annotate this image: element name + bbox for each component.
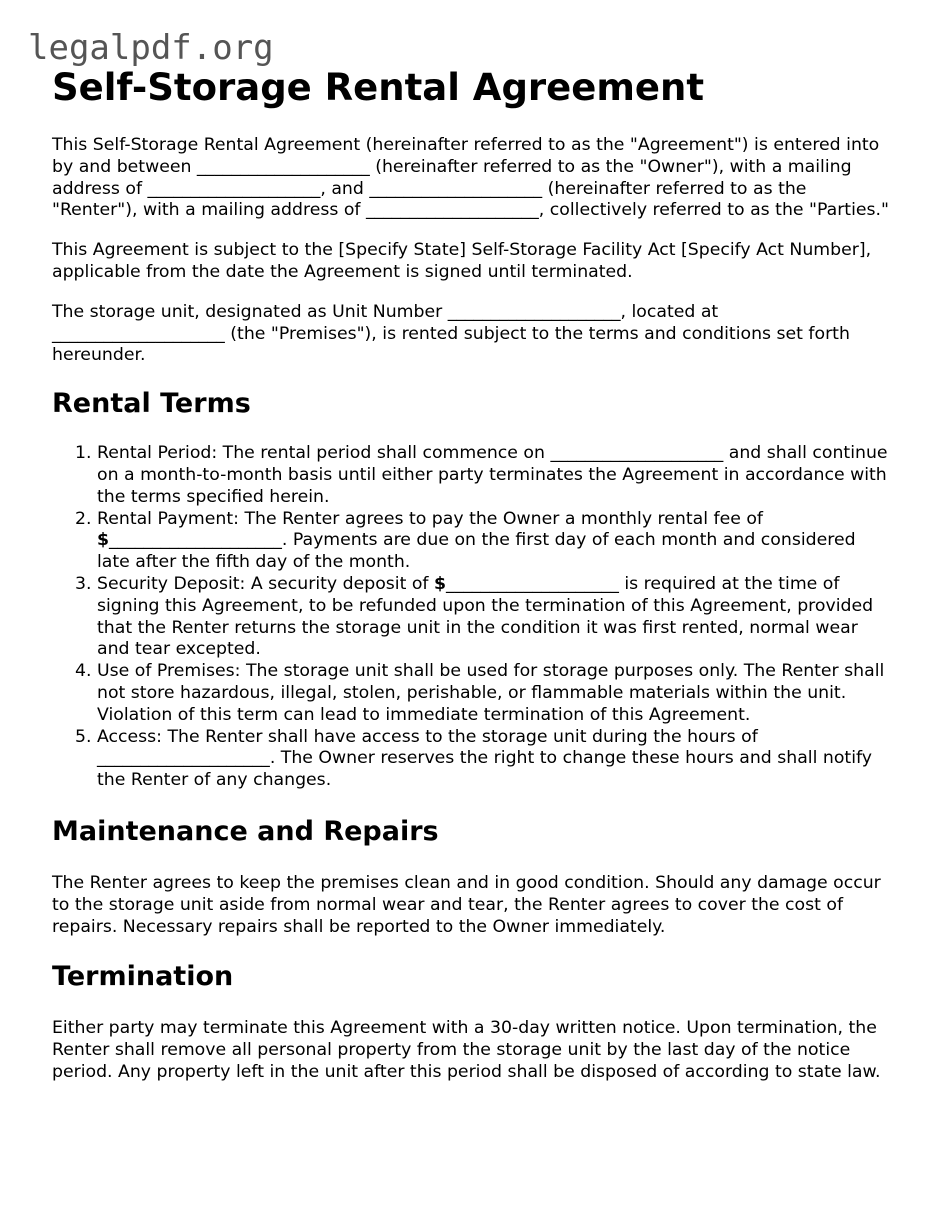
termination-paragraph: Either party may terminate this Agreement with a 30-day written notice. Upon termination, the Renter shall remove all personal property from the storage unit by the last day of the notice period. Any property left in the unit after this period shall be disposed of according to state law.: [52, 1018, 881, 1082]
item-text-continued: ____________________ is required at the time of signing this Agreement, to be refunded upon the termination of this Agreement, provided that the Renter returns the storage unit in the condition it was first rented, normal wear and tear excepted.: [97, 573, 874, 660]
intro-paragraph: This Self-Storage Rental Agreement (hereinafter referred to as the "Agreement") is entered into by and between ____________________ (hereinafter referred to as the "Owner"), with a mailing address of ____________________, and ____________________ (hereinafter referred to as the "Renter"), with a mailing address of ____________________, collectively referred to as the "Parties.": [52, 135, 889, 221]
section-heading-maintenance: Maintenance and Repairs: [52, 815, 439, 847]
section-heading-termination: Termination: [52, 961, 234, 993]
document-title: Self-Storage Rental Agreement: [52, 66, 705, 109]
item-text: Security Deposit: A security deposit of: [97, 573, 435, 594]
dollar-sign: $: [434, 573, 447, 594]
list-item-rental-period: [97, 443, 890, 508]
item-text: Access: The Renter shall have access to the storage unit during the hours of ____________________. The Owner reserves the right to change these hours and shall notify the Renter of any changes.: [97, 726, 873, 791]
document-page: [52, 64, 890, 1084]
list-item-access: [97, 727, 890, 792]
dollar-sign: $: [97, 530, 110, 551]
item-text-continued: ____________________. Payments are due on the first day of each month and considered late after the fifth day of the month.: [97, 530, 856, 573]
item-text: Rental Period: The rental period shall commence on ____________________ and shall continue on a month-to-month basis until either party terminates the Agreement in accordance with the terms specified herein.: [97, 443, 888, 507]
maintenance-paragraph: The Renter agrees to keep the premises clean and in good condition. Should any damage occur to the storage unit aside from normal wear and tear, the Renter agrees to cover the cost of repairs. Necessary repairs shall be reported to the Owner immediately.: [52, 872, 881, 937]
item-text: Rental Payment: The Renter agrees to pay the Owner a monthly rental fee of: [97, 508, 764, 529]
watermark-logo: legalpdf.org: [28, 28, 274, 68]
unit-paragraph: The storage unit, designated as Unit Number ____________________, located at ____________________ (the "Premises"), is rented subject to the terms and conditions set forth hereunder.: [52, 301, 850, 366]
item-text: Use of Premises: The storage unit shall be used for storage purposes only. The Renter shall not store hazardous, illegal, stolen, perishable, or flammable materials within the unit. Violation of this term can lead to immediate termination of this Agreement.: [97, 661, 885, 725]
list-item-security-deposit: [97, 574, 890, 661]
list-item-rental-payment: [97, 509, 890, 574]
act-paragraph: This Agreement is subject to the [Specify State] Self-Storage Facility Act [Specify Act Number], applicable from the date the Agreement is signed until terminated.: [52, 240, 872, 282]
list-item-use-of-premises: [97, 661, 890, 726]
section-heading-rental-terms: Rental Terms: [52, 388, 251, 420]
rental-terms-list: [52, 443, 890, 792]
